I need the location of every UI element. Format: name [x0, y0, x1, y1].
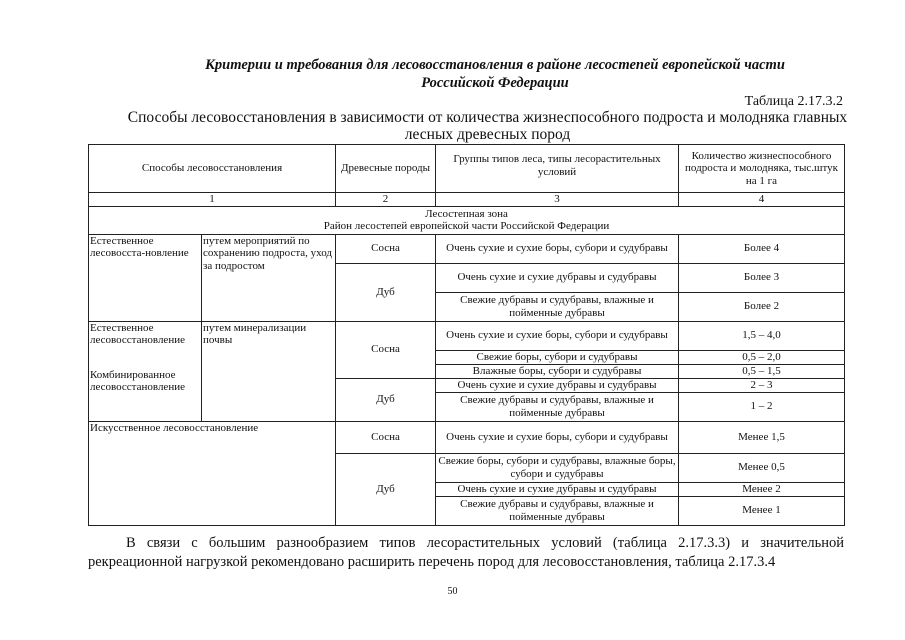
- table-number: Таблица 2.17.3.2: [744, 94, 843, 109]
- group-cell: Очень сухие и сухие боры, субори и судубравы: [436, 321, 679, 350]
- title-line-2: Российской Федерации: [421, 75, 569, 91]
- species-pine: Сосна: [336, 321, 436, 378]
- table-caption: [120, 109, 855, 143]
- group-cell: Свежие дубравы и судубравы, влажные и пойменные дубравы: [436, 392, 679, 421]
- species-pine: Сосна: [336, 234, 436, 263]
- document-title: [150, 56, 840, 92]
- caption-line-1: Способы лесовосстановления в зависимости от количества жизнеспособного подроста и молодняка главных: [127, 109, 848, 126]
- method-natural-2: Естественное лесовосстановление: [90, 321, 185, 346]
- method-artificial: Искусственное лесовосстановление: [89, 421, 336, 525]
- method-combined: Комбинированное лесовосстановление: [90, 368, 185, 393]
- species-oak: Дуб: [336, 453, 436, 525]
- qty-cell: 0,5 – 2,0: [679, 350, 845, 364]
- col-number-3: 3: [436, 193, 679, 207]
- method-natural-1-way: путем мероприятий по сохранению подроста, уход за подростом: [202, 234, 336, 321]
- group-cell: Очень сухие и сухие боры, субори и судубравы: [436, 234, 679, 263]
- caption-line-2: лесных древесных пород: [404, 126, 571, 143]
- group-cell: Свежие боры, субори и судубравы: [436, 350, 679, 364]
- qty-cell: 0,5 – 1,5: [679, 364, 845, 378]
- header-groups: Группы типов леса, типы лесорастительных условий: [436, 145, 679, 193]
- method-natural-1: Естественное лесовосста-новление: [89, 234, 202, 321]
- qty-cell: Менее 1: [679, 496, 845, 525]
- title-line-1: Критерии и требования для лесовосстановления в районе лесостепей европейской части: [205, 57, 785, 73]
- group-cell: Очень сухие и сухие боры, субори и судубравы: [436, 421, 679, 453]
- col-number-2: 2: [336, 193, 436, 207]
- group-cell: Очень сухие и сухие дубравы и судубравы: [436, 482, 679, 496]
- group-cell: Влажные боры, субори и судубравы: [436, 364, 679, 378]
- qty-cell: 2 – 3: [679, 378, 845, 392]
- qty-cell: Более 2: [679, 292, 845, 321]
- qty-cell: Более 3: [679, 263, 845, 292]
- header-methods: Способы лесовосстановления: [89, 145, 336, 193]
- group-cell: Очень сухие и сухие дубравы и судубравы: [436, 263, 679, 292]
- qty-cell: 1 – 2: [679, 392, 845, 421]
- zone-line-1: Лесостепная зона: [425, 207, 508, 220]
- qty-cell: Менее 2: [679, 482, 845, 496]
- qty-cell: Менее 0,5: [679, 453, 845, 482]
- paragraph-text: В связи с большим разнообразием типов лесорастительных условий (таблица 2.17.3.3) и значительной рекреационной нагрузкой рекомендовано расширить перечень пород для лесовосстановления, таблица 2.17.3.4: [88, 535, 844, 570]
- header-quantity: Количество жизнеспособного подроста и молодняка, тыс.штук на 1 га: [679, 145, 845, 193]
- reforestation-table: [88, 144, 845, 526]
- col-number-1: 1: [89, 193, 336, 207]
- method-natural-2-combined: [89, 321, 202, 421]
- group-cell: Свежие дубравы и судубравы, влажные и пойменные дубравы: [436, 292, 679, 321]
- page-number: 50: [447, 586, 458, 597]
- header-species: Древесные породы: [336, 145, 436, 193]
- species-pine: Сосна: [336, 421, 436, 453]
- group-cell: Свежие боры, субори и судубравы, влажные боры, субори и судубравы: [436, 453, 679, 482]
- body-paragraph: [88, 534, 844, 572]
- zone-line-2: Район лесостепей европейской части Российской Федерации: [323, 220, 610, 232]
- group-cell: Свежие дубравы и судубравы, влажные и пойменные дубравы: [436, 496, 679, 525]
- qty-cell: Менее 1,5: [679, 421, 845, 453]
- species-oak: Дуб: [336, 263, 436, 321]
- group-cell: Очень сухие и сухие дубравы и судубравы: [436, 378, 679, 392]
- qty-cell: Более 4: [679, 234, 845, 263]
- zone-row: [89, 206, 845, 234]
- method-natural-2-way: путем минерализации почвы: [202, 321, 336, 421]
- qty-cell: 1,5 – 4,0: [679, 321, 845, 350]
- species-oak: Дуб: [336, 378, 436, 421]
- col-number-4: 4: [679, 193, 845, 207]
